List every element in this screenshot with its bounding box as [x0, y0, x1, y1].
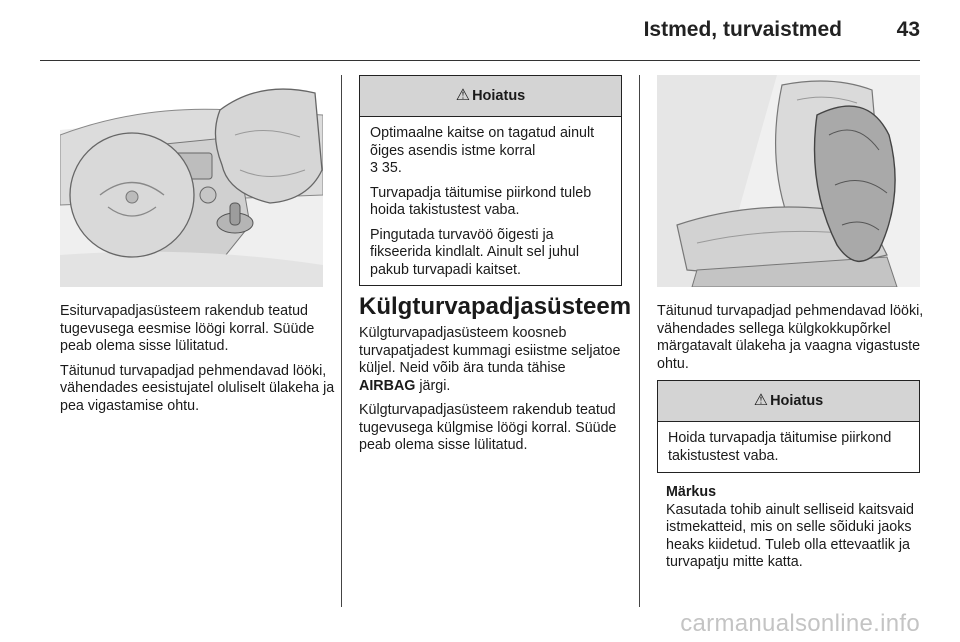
front-airbags-illustration	[60, 75, 323, 287]
note-title: Märkus	[666, 484, 717, 500]
note-text: Kasutada tohib ainult selliseid kaitsvaid istmekatteid, mis on selle sõiduki jaoks heaks kiidetud. Tuleb olla ettevaatlik ja turvapatju mitte katta.	[666, 501, 914, 570]
warning-body-side	[658, 422, 919, 471]
warning-paragraph-2: Turvapadja täitumise piirkond tuleb hoida takistustest vaba.	[370, 184, 592, 218]
section-heading: Külgturvapadjasüsteem	[359, 293, 632, 320]
middle-paragraph-2: Külgturvapadjasüsteem rakendub teatud tugevusega külgmise löögi korral. Süüde peab olema sisse lülitatud.	[359, 402, 617, 453]
watermark: carmanualsonline.info	[680, 610, 920, 637]
page-reference-number[interactable]: 35.	[377, 160, 402, 176]
right-paragraph: Täitunud turvapadjad pehmendavad lööki, vähendades sellega külgkokkupõrkel märgatavalt ülakeha ja vaagna vigastuste ohtu.	[657, 303, 924, 372]
warning-triangle-icon: ⚠	[455, 87, 471, 104]
warning-box-side	[657, 380, 920, 473]
warning-header	[360, 76, 621, 117]
warning-title-side: Hoiatus	[770, 393, 824, 409]
middle-paragraph-1-end: järgi.	[415, 377, 451, 394]
side-airbag-illustration	[657, 75, 920, 287]
header-title: Istmed, turvaistmed	[643, 18, 842, 41]
note-block	[666, 484, 924, 579]
warning-box-front	[359, 75, 622, 286]
warning-body	[360, 117, 621, 285]
left-paragraph-1: Esiturvapadjasüsteem rakendub teatud tugevusega eesmise löögi korral. Süüde peab olema sisse lülitatud.	[60, 303, 315, 354]
warning-title: Hoiatus	[472, 88, 526, 104]
column-divider-left	[341, 75, 342, 607]
airbag-keyword: AIRBAG	[359, 377, 416, 394]
warning-triangle-icon: ⚠	[753, 392, 769, 409]
warning-paragraph-3: Pingutada turvavöö õigesti ja fikseerida kindlalt. Ainult sel juhul pakub turvapadi kaitset.	[370, 226, 580, 278]
side-airbag-section	[359, 293, 632, 462]
warning-paragraph-1-text: Optimaalne kaitse on tagatud ainult õiges asendis istme korral	[370, 125, 595, 159]
middle-paragraph-1	[359, 325, 624, 395]
right-text-block	[657, 303, 925, 380]
front-airbags-figure	[60, 75, 323, 287]
warning-side-text: Hoida turvapadja täitumise piirkond takistustest vaba.	[668, 430, 892, 464]
column-divider-right	[639, 75, 640, 607]
left-paragraph-2: Täitunud turvapadjad pehmendavad lööki, vähendades eesistujatel oluliselt ülakeha ja pea vigastamise ohtu.	[60, 362, 335, 414]
page-reference-arrow-icon[interactable]: 3	[370, 160, 378, 176]
warning-header-side	[658, 381, 919, 422]
side-airbag-figure	[657, 75, 920, 287]
header-rule	[40, 60, 920, 61]
middle-paragraph-1-start: Külgturvapadjasüsteem koosneb turvapatjadest kummagi esiistme seljatoe küljel. Neid võib ära tunda tähise	[359, 325, 621, 376]
left-text-block	[60, 303, 335, 422]
warning-paragraph-1	[370, 125, 611, 178]
page-number: 43	[896, 18, 920, 41]
